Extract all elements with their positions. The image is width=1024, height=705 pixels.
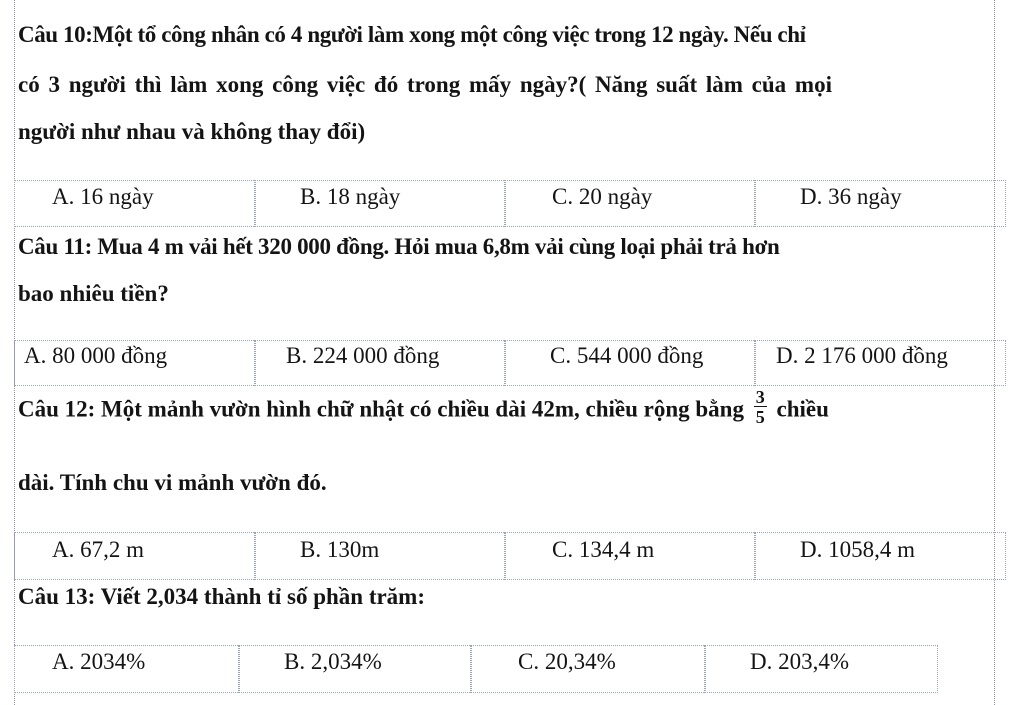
question-10-line-3: người như nhau và không thay đổi) [18,119,366,144]
question-10-line-1: Câu 10:Một tổ công nhân có 4 người làm xong một công việc trong 12 ngày. Nếu chỉ [18,22,806,47]
option-b[interactable]: B. 2,034% [284,649,382,674]
option-cell [254,532,506,580]
option-c[interactable]: C. 20,34% [518,649,616,674]
question-12-line-2: dài. Tính chu vi mảnh vườn đó. [18,470,327,495]
question-12-line-1 [18,387,829,430]
option-d[interactable]: D. 36 ngày [800,184,902,209]
option-a[interactable]: A. 67,2 m [52,537,144,562]
option-c[interactable]: C. 134,4 m [552,537,655,562]
question-11-line-1: Câu 11: Mua 4 m vải hết 320 000 đồng. Hỏi mua 6,8m vải cùng loại phải trả hơn [18,234,780,259]
option-c[interactable]: C. 20 ngày [552,184,653,209]
option-b[interactable]: B. 224 000 đồng [286,343,440,368]
option-d[interactable]: D. 1058,4 m [800,537,915,562]
option-d[interactable]: D. 203,4% [750,649,850,674]
option-a[interactable]: A. 80 000 đồng [24,343,168,368]
option-a[interactable]: A. 16 ngày [52,184,154,209]
fraction [754,388,767,426]
option-c[interactable]: C. 544 000 đồng [550,343,704,368]
question-12-text-after: chiều [776,396,829,422]
question-13-line-1: Câu 13: Viết 2,034 thành tỉ số phần trăm: [18,584,426,609]
question-10-line-2: có 3 người thì làm xong công việc đó trong mấy ngày?( Năng suất làm của mọi [18,72,832,97]
fraction-numerator: 3 [755,387,765,407]
fraction-denominator: 5 [755,407,765,427]
option-a[interactable]: A. 2034% [52,649,146,674]
question-12-text-before: Câu 12: Một mảnh vườn hình chữ nhật có chiều dài 42m, chiều rộng bằng [18,396,744,422]
option-d[interactable]: D. 2 176 000 đồng [776,343,948,368]
option-b[interactable]: B. 18 ngày [300,184,401,209]
option-b[interactable]: B. 130m [300,537,380,562]
question-11-line-2: bao nhiêu tiền? [18,281,169,306]
